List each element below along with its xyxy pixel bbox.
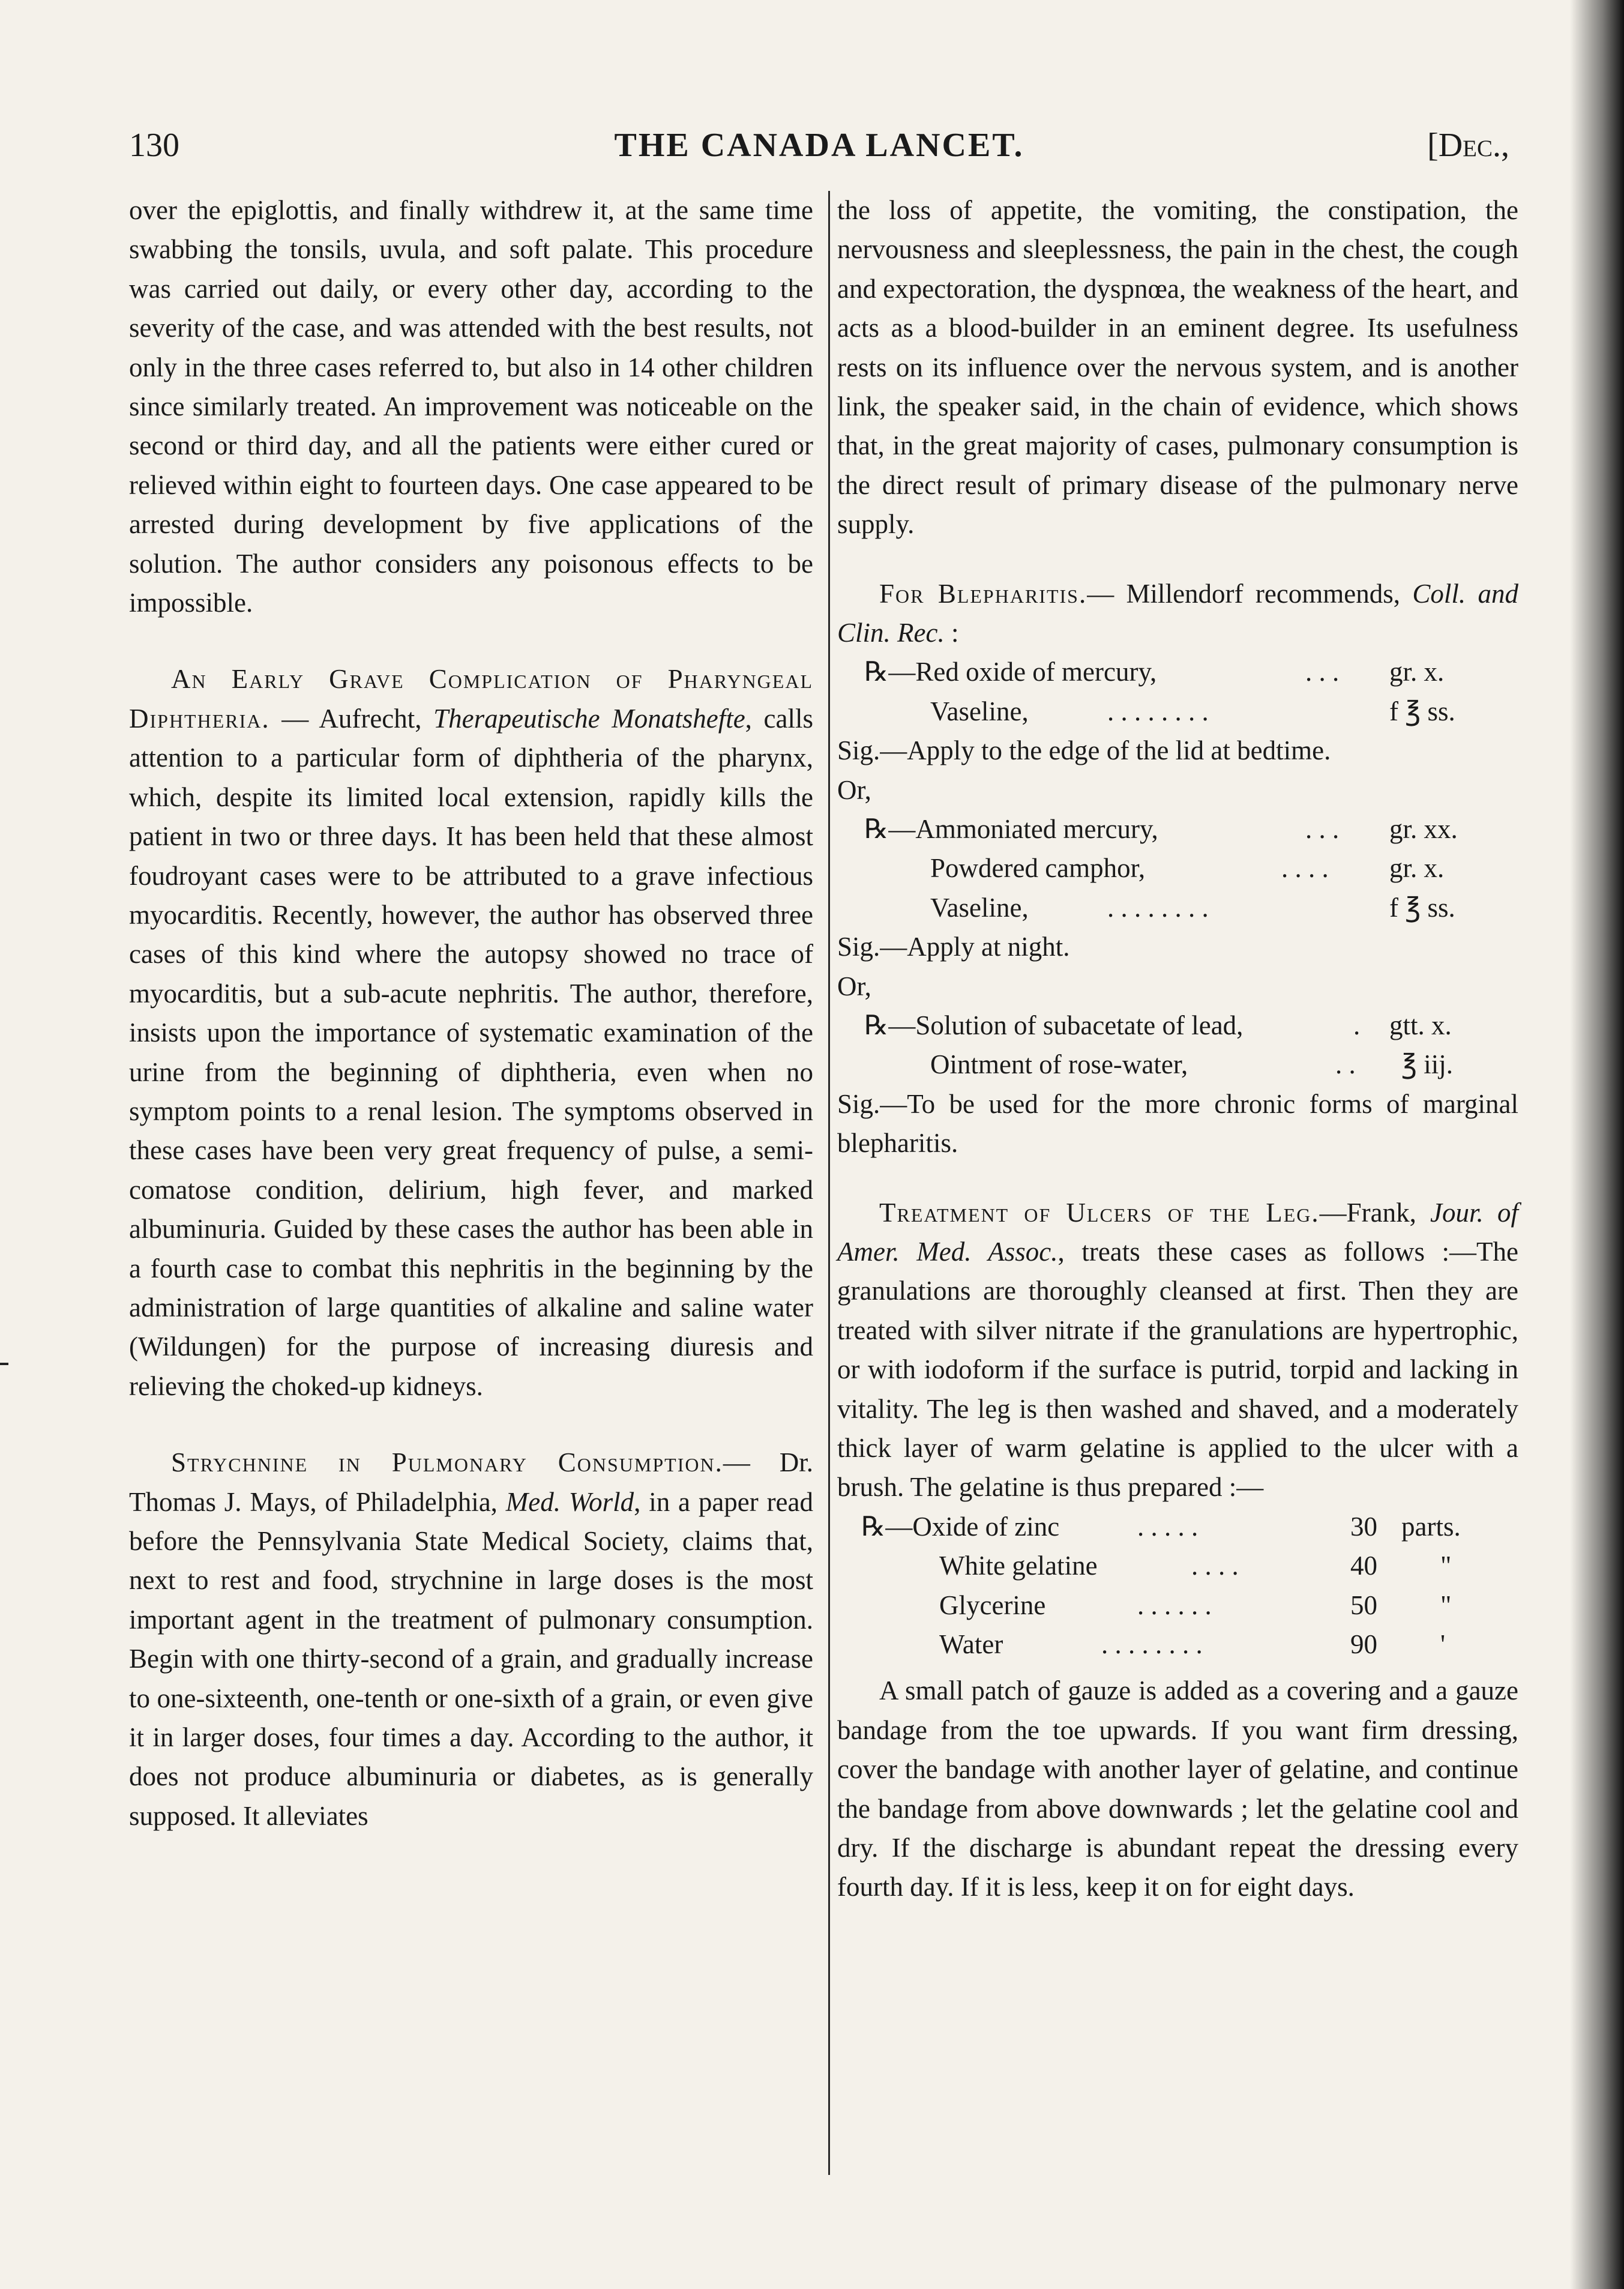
prescription-line: Ointment of rose-water, . . ℥ iij. [930, 1049, 1454, 1080]
prescription-1 [837, 653, 1518, 731]
page-edge-shadow [1570, 0, 1624, 2289]
article-heading: Strychnine in Pulmonary Consumption. [171, 1447, 723, 1478]
article-heading: Treatment of Ulcers of the Leg. [879, 1197, 1320, 1228]
formula-line: Glycerine . . . . . . 50 " [939, 1590, 1452, 1620]
page-header [129, 126, 1509, 174]
article-body: , treats these cases as follows :—The granulations are thoroughly cleansed at first. Then they are treated with silver nitrate if the granulations are hypertrophic, or with iodoform if the surface is putrid, torpid and lacking in vitality. The leg is then washed and shaved, and a moderately thick layer of warm gelatine is applied to the ulcer with a brush. The gelatine is thus prepared :— [837, 1237, 1518, 1503]
prescription-line: ℞—Ammoniated mercury, . . . gr. xx. [864, 814, 1458, 845]
page-number: 130 [129, 127, 179, 164]
margin-mark [0, 1363, 8, 1365]
article-body: , in a paper read before the Pennsylvania State Medical Society, claims that, next to rest and food, strychnine in large doses is the most important agent in the treatment of pulmonary consumption. Begin with one thirty-second of a grain, and gradually increase to one-sixteenth, one-tenth or one-sixth of a grain, or even give it in larger doses, four times a day. According to the author, it does not produce albuminuria or diabetes, as is generally supposed. It alleviates [129, 1486, 814, 1831]
prescription-line: Powdered camphor, . . . . gr. x. [930, 853, 1445, 884]
or-separator: Or, [837, 971, 871, 1001]
journal-title: THE CANADA LANCET. [614, 127, 1024, 164]
prescription-line: Vaseline, . . . . . . . . f ℥ ss. [930, 696, 1455, 726]
article-heading: An Early Grave Complication of Pharyngeal Diphtheria. [129, 664, 813, 734]
prescription-2 [837, 810, 1518, 927]
signature-directions: Sig.—Apply at night. [837, 932, 1070, 962]
prescription-3 [837, 1006, 1518, 1085]
right-column [837, 191, 1518, 1907]
paragraph: A small patch of gauze is added as a covering and a gauze bandage from the toe upwards. If you want firm dressing, cover the bandage with another layer of gelatine, and continue the bandage from above downwards ; let the gelatine cool and dry. If the discharge is abundant repeat the dressing every fourth day. If it is less, keep it on for eight days. [837, 1675, 1518, 1902]
left-column [129, 191, 813, 1836]
source-citation: Coll. and Clin. Rec. [837, 578, 1518, 648]
issue-month: [Dec., [1427, 127, 1509, 164]
or-separator: Or, [837, 774, 871, 805]
signature-directions: Sig.—To be used for the more chronic forms of marginal blepharitis. [837, 1088, 1518, 1159]
formula-line: ℞—Oxide of zinc . . . . . 30 parts. [861, 1511, 1461, 1542]
paragraph: the loss of appetite, the vomiting, the constipation, the nervousness and sleeplessness, the pain in the chest, the cough and expectoration, the dyspnœa, the weakness of the heart, and acts as a blood-builder in an eminent degree. Its usefulness rests on its influence over the nervous system, and is another link, the speaker said, in the chain of evidence, which shows that, in the great majority of cases, pulmonary consumption is the direct result of primary disease of the pulmonary nerve supply. [837, 195, 1518, 540]
article-leg-ulcers: Treatment of Ulcers of the Leg.—Frank, Jour. of Amer. Med. Assoc., treats these cases as follows :—The granulations are thoroughly cleansed at first. Then they are treated with silver nitrate if the granulations are hypertrophic, or with iodoform if the surface is putrid, torpid and lacking in vitality. The leg is then washed and shaved, and a moderately thick layer of warm gelatine is applied to the ulcer with a brush. The gelatine is thus prepared :— [837, 1197, 1518, 1503]
formula-line: Water . . . . . . . . 90 ' [939, 1629, 1446, 1660]
article-diphtheria: An Early Grave Complication of Pharyngeal Diphtheria. — Aufrecht, Therapeutische Monatshefte, calls attention to a particular form of diphtheria of the pharynx, which, despite its limited local extension, rapidly kills the patient in two or three days. It has been held that these almost foudroyant cases were to be attributed to a grave infectious myocarditis. Recently, however, the author has observed three cases of this kind where the autopsy showed no trace of myocarditis, but a sub-acute nephritis. The author, therefore, insists upon the importance of systematic examination of the urine from the beginning of diphtheria, even when no symptom points to a renal lesion. The symptoms observed in these cases have been very great frequency of pulse, a semi-comatose condition, delirium, high fever, and marked albuminuria. Guided by these cases the author has been able in a fourth case to combat this nephritis in the beginning by the administration of large quantities of alkaline and saline water (Wildungen) for the purpose of increasing diuresis and relieving the choked-up kidneys. [129, 664, 813, 1401]
article-blepharitis: For Blepharitis.— Millendorf recommends, Coll. and Clin. Rec. : [837, 578, 1518, 648]
source-citation: Therapeutische Monatshefte [433, 703, 745, 734]
source-citation: Med. World [505, 1486, 634, 1517]
prescription-line: ℞—Solution of subacetate of lead, . gtt. x. [864, 1010, 1452, 1041]
paragraph: over the epiglottis, and finally withdrew it, at the same time swabbing the tonsils, uvula, and soft palate. This procedure was carried out daily, or every other day, according to the severity of the case, and was attended with the best results, not only in the three cases referred to, but also in 14 other children since similarly treated. An improvement was noticeable on the second or third day, and all the patients were either cured or relieved within eight to fourteen days. One case appeared to be arrested during development by five applications of the solution. The author considers any poisonous effects to be impossible. [129, 195, 813, 618]
formula-line: White gelatine . . . . 40 " [939, 1551, 1452, 1581]
signature-directions: Sig.—Apply to the edge of the lid at bedtime. [837, 735, 1331, 766]
source-citation: Jour. of Amer. Med. Assoc. [837, 1197, 1518, 1267]
gelatine-formula [837, 1507, 1518, 1665]
article-heading: For Blepharitis. [879, 578, 1087, 609]
prescription-line: ℞—Red oxide of mercury, . . . gr. x. [864, 657, 1445, 687]
prescription-line: Vaseline, . . . . . . . . f ℥ ss. [930, 892, 1455, 923]
column-rule [828, 191, 830, 2175]
article-strychnine: Strychnine in Pulmonary Consumption.— Dr. Thomas J. Mays, of Philadelphia, Med. World, in a paper read before the Pennsylvania State Medical Society, claims that, next to rest and food, strychnine in large doses is the most important agent in the treatment of pulmonary consumption. Begin with one thirty-second of a grain, and gradually increase to one-sixteenth, one-tenth or one-sixth of a grain, or even give it in larger doses, four times a day. According to the author, it does not produce albuminuria or diabetes, as is generally supposed. It alleviates [129, 1447, 814, 1831]
article-body: , calls attention to a particular form of diphtheria of the pharynx, which, despite its limited local extension, rapidly kills the patient in two or three days. It has been held that these almost foudroyant cases were to be attributed to a grave infectious myocarditis. Recently, however, the author has observed three cases of this kind where the autopsy showed no trace of myocarditis, but a sub-acute nephritis. The author, therefore, insists upon the importance of systematic examination of the urine from the beginning of diphtheria, even when no symptom points to a renal lesion. The symptoms observed in these cases have been very great frequency of pulse, a semi-comatose condition, delirium, high fever, and marked albuminuria. Guided by these cases the author has been able in a fourth case to combat this nephritis in the beginning by the administration of large quantities of alkaline and saline water (Wildungen) for the purpose of increasing diuresis and relieving the choked-up kidneys. [129, 703, 813, 1401]
